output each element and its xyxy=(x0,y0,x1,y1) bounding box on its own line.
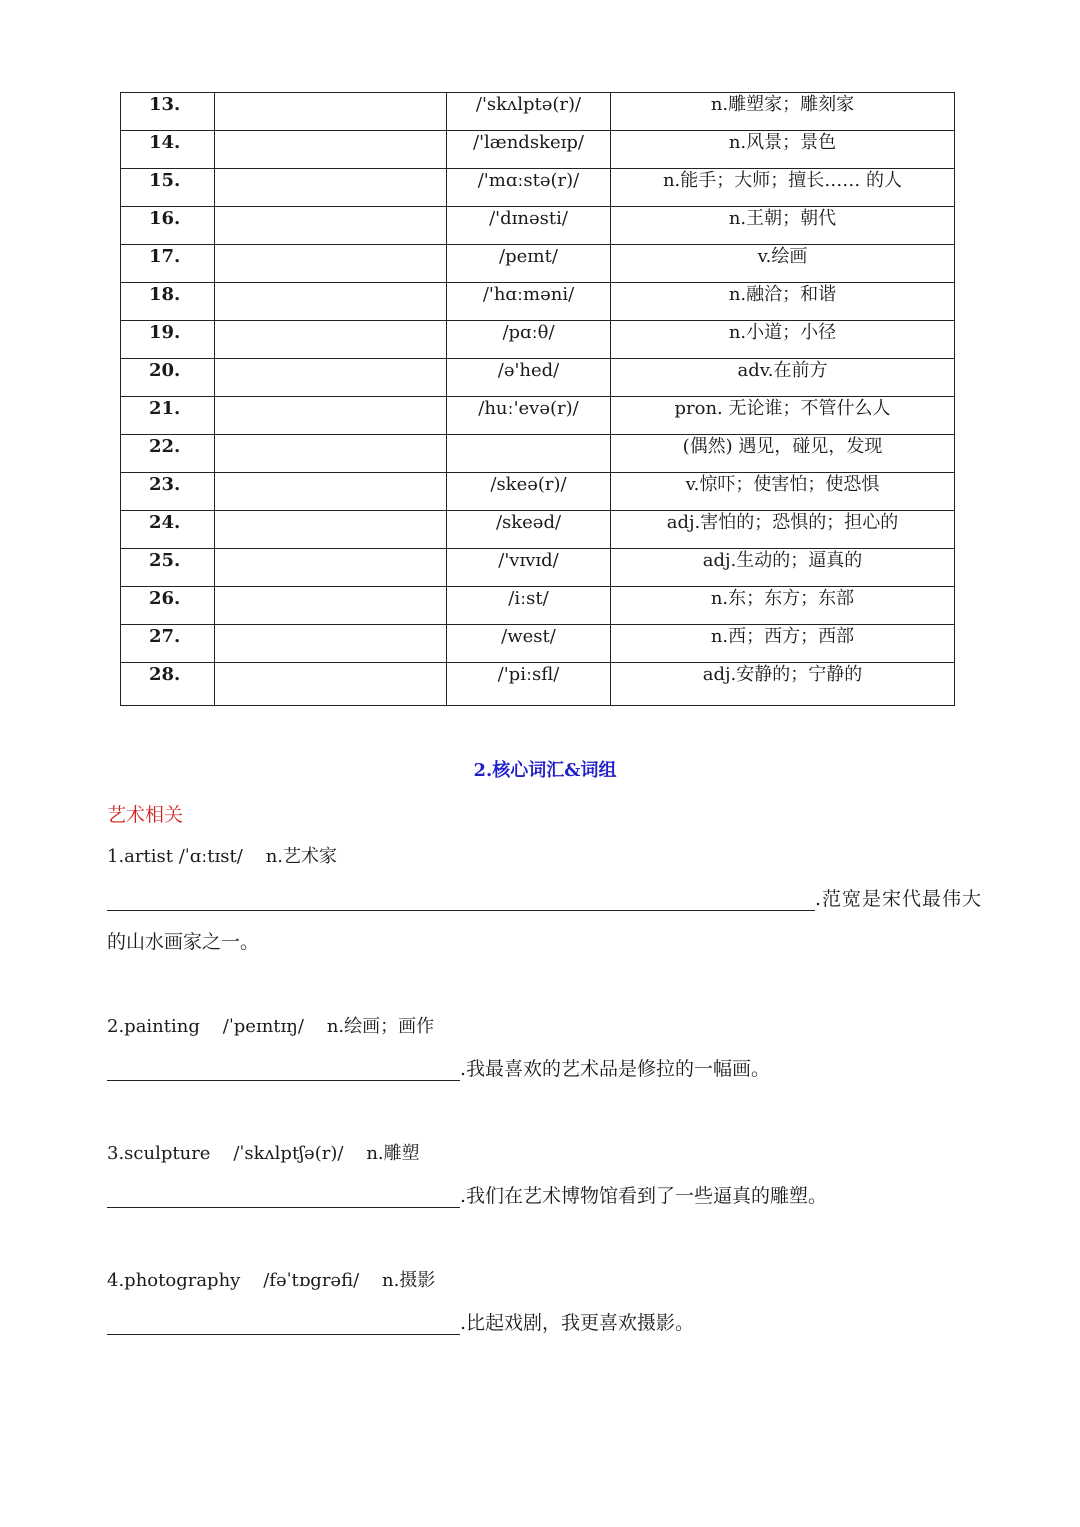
entry-1-head: 1.artist /ˈɑːtɪst/ n.艺术家 xyxy=(107,846,338,867)
phonetic-cell: /'mɑːstə(r)/ xyxy=(447,169,611,207)
entry-3-line xyxy=(107,1181,827,1208)
phonetic-cell: /'dɪnəsti/ xyxy=(447,207,611,245)
entry-3-sentence: .我们在艺术博物馆看到了一些逼真的雕塑。 xyxy=(460,1185,828,1207)
row-number: 17. xyxy=(121,245,215,283)
row-number: 22. xyxy=(121,435,215,473)
meaning-cell: n.能手；大师；擅长…… 的人 xyxy=(611,169,955,207)
meaning-cell: n.东；东方；东部 xyxy=(611,587,955,625)
row-number: 18. xyxy=(121,283,215,321)
table-row xyxy=(121,321,955,359)
row-number: 26. xyxy=(121,587,215,625)
entry-4-head: 4.photography /fəˈtɒgrəfi/ n.摄影 xyxy=(107,1270,436,1291)
section-title: 2.核心词汇&词组 xyxy=(473,760,617,781)
phonetic-cell xyxy=(447,435,611,473)
word-blank-cell[interactable] xyxy=(215,207,447,245)
word-blank-cell[interactable] xyxy=(215,663,447,706)
phonetic-cell: /'piːsfl/ xyxy=(447,663,611,706)
word-blank-cell[interactable] xyxy=(215,321,447,359)
word-blank-cell[interactable] xyxy=(215,511,447,549)
word-blank-cell[interactable] xyxy=(215,473,447,511)
phonetic-cell: /iːst/ xyxy=(447,587,611,625)
phonetic-cell: /pɑːθ/ xyxy=(447,321,611,359)
entry-4-sentence: .比起戏剧，我更喜欢摄影。 xyxy=(460,1312,695,1334)
row-number: 14. xyxy=(121,131,215,169)
phonetic-cell: /west/ xyxy=(447,625,611,663)
table-row xyxy=(121,359,955,397)
meaning-cell: n.融洽；和谐 xyxy=(611,283,955,321)
table-row xyxy=(121,663,955,706)
table-row xyxy=(121,397,955,435)
meaning-cell: adj.安静的；宁静的 xyxy=(611,663,955,706)
word-blank-cell[interactable] xyxy=(215,435,447,473)
meaning-cell: n.小道；小径 xyxy=(611,321,955,359)
table-row xyxy=(121,283,955,321)
row-number: 20. xyxy=(121,359,215,397)
meaning-cell: n.风景；景色 xyxy=(611,131,955,169)
row-number: 27. xyxy=(121,625,215,663)
phonetic-cell: /ə'hed/ xyxy=(447,359,611,397)
table-row xyxy=(121,169,955,207)
table-row xyxy=(121,207,955,245)
meaning-cell: adv.在前方 xyxy=(611,359,955,397)
meaning-cell: (偶然) 遇见，碰见，发现 xyxy=(611,435,955,473)
meaning-cell: n.雕塑家；雕刻家 xyxy=(611,93,955,131)
phonetic-cell: /peɪnt/ xyxy=(447,245,611,283)
table-row xyxy=(121,93,955,131)
category-heading: 艺术相关 xyxy=(107,804,184,826)
phonetic-cell: /skeə(r)/ xyxy=(447,473,611,511)
entry-2-head: 2.painting /ˈpeɪntɪŋ/ n.绘画；画作 xyxy=(107,1016,435,1037)
word-blank-cell[interactable] xyxy=(215,93,447,131)
phonetic-cell: /'hɑːməni/ xyxy=(447,283,611,321)
row-number: 25. xyxy=(121,549,215,587)
row-number: 21. xyxy=(121,397,215,435)
word-blank-cell[interactable] xyxy=(215,283,447,321)
row-number: 15. xyxy=(121,169,215,207)
meaning-cell: v.惊吓；使害怕；使恐惧 xyxy=(611,473,955,511)
meaning-cell: v.绘画 xyxy=(611,245,955,283)
row-number: 16. xyxy=(121,207,215,245)
entry-1-sentence: .范宽是宋代最伟大 xyxy=(815,888,983,910)
answer-blank-1[interactable] xyxy=(107,890,815,911)
row-number: 28. xyxy=(121,663,215,706)
word-blank-cell[interactable] xyxy=(215,359,447,397)
table-row xyxy=(121,511,955,549)
phonetic-cell: /'lændskeɪp/ xyxy=(447,131,611,169)
table-row xyxy=(121,549,955,587)
meaning-cell: adj.生动的；逼真的 xyxy=(611,549,955,587)
phonetic-cell: /'skʌlptə(r)/ xyxy=(447,93,611,131)
table-row xyxy=(121,473,955,511)
entry-4-line xyxy=(107,1308,694,1335)
word-blank-cell[interactable] xyxy=(215,397,447,435)
phonetic-cell: /huː'evə(r)/ xyxy=(447,397,611,435)
table-row xyxy=(121,435,955,473)
entry-1-line xyxy=(107,884,982,911)
word-blank-cell[interactable] xyxy=(215,131,447,169)
word-blank-cell[interactable] xyxy=(215,169,447,207)
table-row xyxy=(121,131,955,169)
word-blank-cell[interactable] xyxy=(215,587,447,625)
meaning-cell: adj.害怕的；恐惧的；担心的 xyxy=(611,511,955,549)
answer-blank-2[interactable] xyxy=(107,1060,460,1081)
row-number: 23. xyxy=(121,473,215,511)
table-row xyxy=(121,587,955,625)
vocabulary-table xyxy=(120,92,955,706)
table-row xyxy=(121,625,955,663)
word-blank-cell[interactable] xyxy=(215,245,447,283)
answer-blank-3[interactable] xyxy=(107,1187,460,1208)
row-number: 24. xyxy=(121,511,215,549)
phonetic-cell: /skeəd/ xyxy=(447,511,611,549)
table-row xyxy=(121,245,955,283)
entry-1-continuation: 的山水画家之一。 xyxy=(107,931,260,953)
entry-2-line xyxy=(107,1054,770,1081)
phonetic-cell: /'vɪvɪd/ xyxy=(447,549,611,587)
word-blank-cell[interactable] xyxy=(215,549,447,587)
meaning-cell: n.西；西方；西部 xyxy=(611,625,955,663)
word-blank-cell[interactable] xyxy=(215,625,447,663)
meaning-cell: n.王朝；朝代 xyxy=(611,207,955,245)
meaning-cell: pron. 无论谁；不管什么人 xyxy=(611,397,955,435)
entry-3-head: 3.sculpture /ˈskʌlptʃə(r)/ n.雕塑 xyxy=(107,1143,420,1164)
row-number: 13. xyxy=(121,93,215,131)
entry-2-sentence: .我最喜欢的艺术品是修拉的一幅画。 xyxy=(460,1058,771,1080)
row-number: 19. xyxy=(121,321,215,359)
answer-blank-4[interactable] xyxy=(107,1314,460,1335)
